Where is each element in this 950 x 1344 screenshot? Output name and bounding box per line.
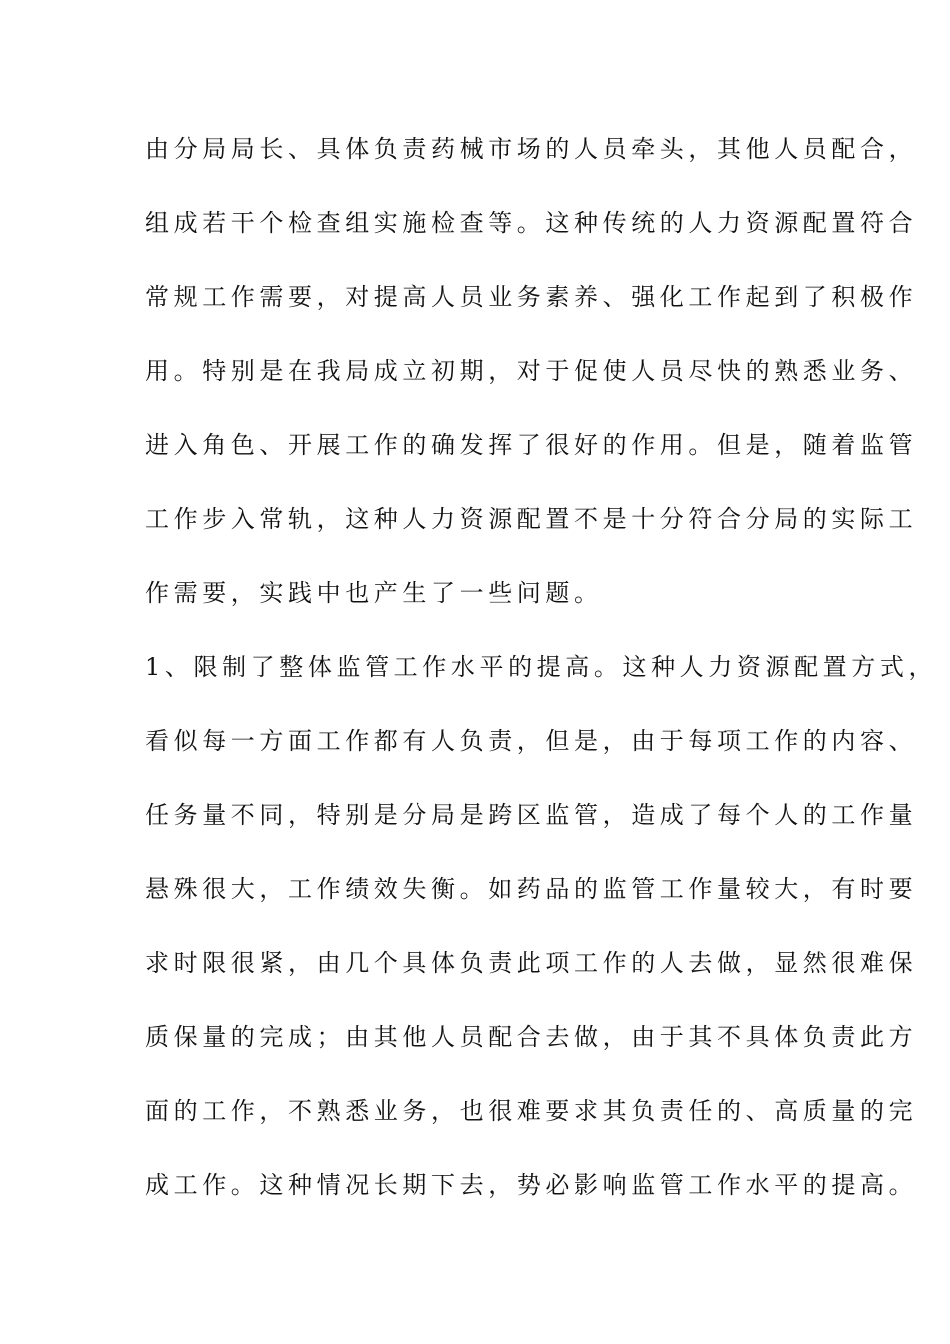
text-line: 进入角色、开展工作的确发挥了很好的作用。但是，随着监管 [145,431,918,459]
body-text [145,128,938,1238]
text-line: 任务量不同，特别是分局是跨区监管，造成了每个人的工作量 [145,801,918,829]
text-line: 组成若干个检查组实施检查等。这种传统的人力资源配置符合 [145,209,918,237]
text-line: 求时限很紧，由几个具体负责此项工作的人去做，显然很难保 [145,949,918,977]
text-line: 用。特别是在我局成立初期，对于促使人员尽快的熟悉业务、 [145,357,918,385]
text-line: 1、限制了整体监管工作水平的提高。这种人力资源配置方式， [145,653,938,681]
text-line: 质保量的完成；由其他人员配合去做，由于其不具体负责此方 [145,1023,918,1051]
text-line: 成工作。这种情况长期下去，势必影响监管工作水平的提高。 [145,1171,918,1199]
text-line: 悬殊很大，工作绩效失衡。如药品的监管工作量较大，有时要 [145,875,918,903]
text-line: 看似每一方面工作都有人负责，但是，由于每项工作的内容、 [145,727,918,755]
text-line: 由分局局长、具体负责药械市场的人员牵头，其他人员配合， [145,135,918,163]
text-line: 面的工作，不熟悉业务，也很难要求其负责任的、高质量的完 [145,1097,918,1125]
text-line: 作需要，实践中也产生了一些问题。 [145,579,603,607]
text-line: 工作步入常轨，这种人力资源配置不是十分符合分局的实际工 [145,505,918,533]
text-line: 常规工作需要，对提高人员业务素养、强化工作起到了积极作 [145,283,918,311]
